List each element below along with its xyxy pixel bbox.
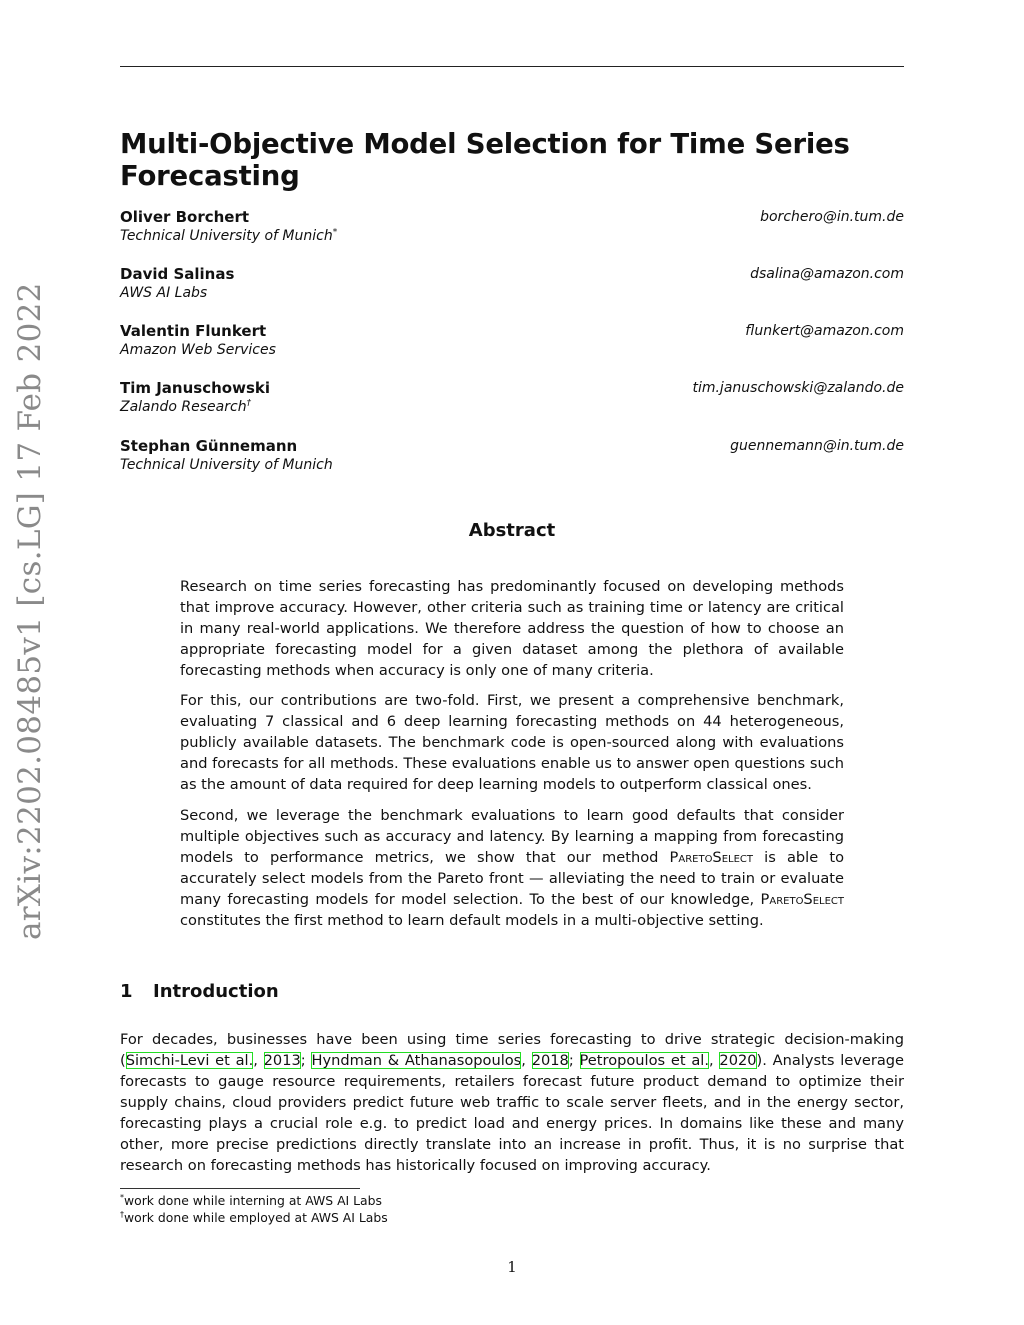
author-email: flunkert@amazon.com (745, 323, 904, 339)
author-name: Tim Januschowski (120, 379, 270, 397)
author-affiliation: Zalando Research† (120, 398, 252, 415)
abstract-paragraph: Research on time series forecasting has predominantly focused on developing methods that improve accuracy. However, other criteria such as training time or latency are critical in many real-world applications. We therefore address the question of how to choose an appropriate forecasting model for a given dataset among the plethora of available forecasting methods when accuracy is only one of many criteria. (180, 578, 844, 679)
author-block (120, 437, 904, 477)
author-block (120, 208, 904, 248)
method-name: ParetoSelect (669, 849, 753, 866)
author-email: borchero@in.tum.de (760, 209, 904, 225)
author-block (120, 379, 904, 419)
author-name: Oliver Borchert (120, 208, 250, 226)
section-heading (120, 981, 279, 1002)
section-number: 1 (120, 981, 133, 1002)
citation-year-link[interactable]: 2013 (263, 1052, 301, 1069)
arxiv-stamp: arXiv:2202.08485v1 [cs.LG] 17 Feb 2022 (12, 282, 48, 940)
section-title: Introduction (153, 981, 279, 1002)
citation-link[interactable]: Petropoulos et al. (579, 1052, 709, 1069)
author-email: guennemann@in.tum.de (730, 438, 904, 454)
footnote: *work done while interning at AWS AI Labs (120, 1192, 382, 1208)
author-affiliation: Technical University of Munich* (120, 227, 338, 244)
author-affiliation: Technical University of Munich (120, 457, 333, 473)
citation-year-link[interactable]: 2020 (719, 1052, 757, 1069)
citation-year-link[interactable]: 2018 (531, 1052, 569, 1069)
abstract-heading: Abstract (468, 520, 556, 541)
intro-paragraph: For decades, businesses have been using time series forecasting to drive strategic decision-making (Simchi-Levi et al., 2013; Hyndman & Athanasopoulos, 2018; Petropoulos et al., 2020). Analysts leverage forecasts to gauge resource requirements, retailers forecast future product demand to optimize their supply chains, cloud providers predict future web traffic to scale server fleets, and in the energy sector, forecasting plays a crucial role e.g. to predict load and energy prices. In domains like these and many other, more precise predictions directly translate into an increase in profit. Thus, it is no surprise that research on forecasting methods has historically focused on improving accuracy. (120, 1031, 905, 1174)
footnote-rule (120, 1188, 360, 1189)
method-name: ParetoSelect (760, 891, 844, 908)
author-name: David Salinas (120, 265, 235, 283)
author-name: Stephan Günnemann (120, 437, 298, 455)
footnote: †work done while employed at AWS AI Labs (120, 1209, 388, 1225)
top-rule (120, 66, 904, 67)
abstract-paragraph: For this, our contributions are two-fold. First, we present a comprehensive benchmark, evaluating 7 classical and 6 deep learning forecasting methods on 44 heterogeneous, publicly available datasets. The benchmark code is open-sourced along with evaluations and forecasts for all methods. These evaluations enable us to answer open questions such as the amount of data required for deep learning models to outperform classical ones. (180, 692, 844, 793)
author-block (120, 322, 904, 362)
footnote-mark: † (246, 398, 252, 409)
author-block (120, 265, 904, 305)
citation-link[interactable]: Hyndman & Athanasopoulos (311, 1052, 522, 1069)
citation-link[interactable]: Simchi-Levi et al. (125, 1052, 254, 1069)
author-email: dsalina@amazon.com (750, 266, 904, 282)
page-number: 1 (507, 1258, 517, 1276)
abstract-paragraph: Second, we leverage the benchmark evaluations to learn good defaults that consider multiple objectives such as accuracy and latency. By learning a mapping from forecasting models to performance metrics, we show that our method ParetoSelect is able to accurately select models from the Pareto front — alleviating the need to train or evaluate many forecasting models for model selection. To the best of our knowledge, ParetoSelect constitutes the first method to learn default models in a multi-objective setting. (180, 807, 844, 929)
author-email: tim.januschowski@zalando.de (692, 380, 904, 396)
footnote-mark: * (332, 227, 338, 238)
author-affiliation: AWS AI Labs (120, 285, 208, 301)
paper-title: Multi-Objective Model Selection for Time Series Forecasting (120, 128, 850, 192)
author-name: Valentin Flunkert (120, 322, 267, 340)
author-affiliation: Amazon Web Services (120, 342, 276, 358)
